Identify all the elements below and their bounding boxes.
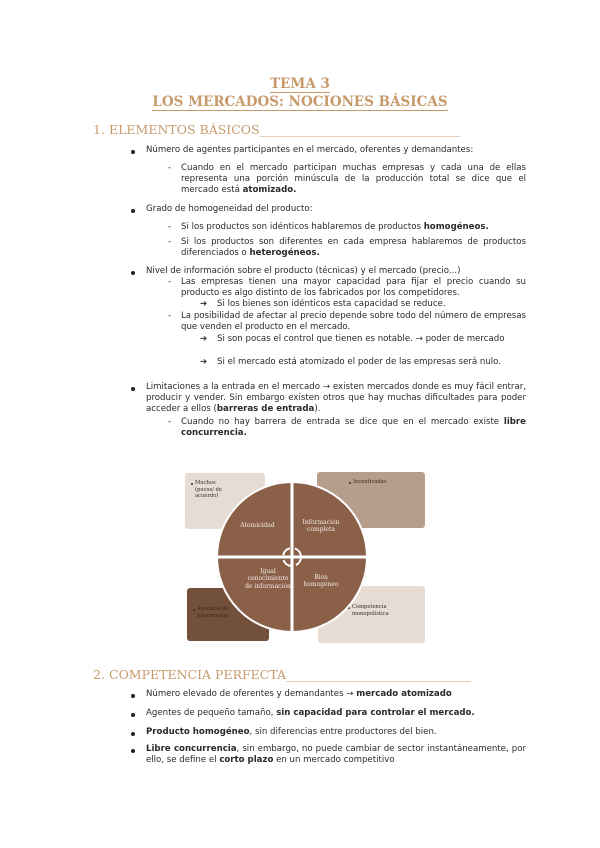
bullet-dot <box>131 694 135 698</box>
section-rule: ______________________________________ <box>259 122 460 137</box>
section-heading-1 <box>93 122 459 137</box>
list-item: Cuando no hay barrera de entrada se dice que en el mercado existe libre concurrencia. <box>181 417 526 439</box>
bullet-dot <box>131 209 135 213</box>
quadrant-label-atomicidad: Atomicidad <box>240 522 275 529</box>
box-label: Incentivadas <box>353 479 387 485</box>
list-item: Si los productos son idénticos hablaremos de productos homogéneos. <box>181 222 489 232</box>
arrow-marker: ➔ <box>200 334 208 344</box>
dash-marker: - <box>168 417 172 427</box>
quadrant-label-conocimiento: Igual conocimiento de información <box>245 568 291 590</box>
dash-marker: - <box>168 311 172 321</box>
list-item: Si los productos son diferentes en cada empresa hablaremos de productos diferenciados o heterogéneos. <box>181 237 526 259</box>
list-item: La posibilidad de afectar al precio depende sobre todo del número de empresas que venden el producto en el mercado. <box>181 311 526 333</box>
quadrant-label-informacion: Información completa <box>302 519 340 534</box>
list-item: Producto homogéneo, sin diferencias entre productores del bien. <box>146 727 437 737</box>
bullet-dot <box>131 150 135 154</box>
box-label: Competencia monopolística <box>352 604 389 617</box>
arrow-marker: ➔ <box>200 357 208 367</box>
list-item: Número elevado de oferentes y demandantes → mercado atomizado <box>146 689 452 699</box>
section-rule: ___________________________________ <box>286 667 470 682</box>
dash-marker: - <box>168 277 172 287</box>
bullet-dot <box>131 387 135 391</box>
dash-marker: - <box>168 163 172 173</box>
bullet-dot <box>131 732 135 736</box>
dash-marker: - <box>168 237 172 247</box>
quadrant-label-bien: Bien homogéneo <box>303 574 339 589</box>
section-heading-2 <box>93 667 470 682</box>
box-label: Muchos (pocos/ de acuerdo) <box>195 480 222 499</box>
section-title: COMPETENCIA PERFECTA <box>109 667 287 682</box>
list-item: Las empresas tienen una mayor capacidad para fijar el precio cuando su producto es algo distinto de los fabricados por los competidores. <box>181 277 526 299</box>
list-item: Nivel de información sobre el producto (técnicas) y el mercado (precio...) <box>146 266 461 276</box>
list-item: Limitaciones a la entrada en el mercado → existen mercados donde es muy fácil entrar, producir y vender. Sin embargo existen otros que hay muchas dificultades para poder acceder a ellos (barreras de entrada). <box>146 382 526 415</box>
page-title: LOS MERCADOS: NOCIONES BÁSICAS <box>152 94 448 110</box>
bullet-dot <box>131 271 135 275</box>
market-structure-diagram <box>185 470 425 646</box>
box-label: Ausencia de información <box>197 606 229 619</box>
pie-diagram <box>185 470 425 646</box>
list-item: Número de agentes participantes en el mercado, oferentes y demandantes: <box>146 145 474 155</box>
list-item: Agentes de pequeño tamaño, sin capacidad para controlar el mercado. <box>146 708 475 718</box>
section-title: ELEMENTOS BÁSICOS <box>109 122 260 137</box>
list-item: Cuando en el mercado participan muchas empresas y cada una de ellas representa una porción minúscula de la producción total se dice que el mercado está atomizado. <box>181 163 526 196</box>
bullet-dot <box>131 749 135 753</box>
list-item: Grado de homogeneidad del producto: <box>146 204 313 214</box>
list-item: Libre concurrencia, sin embargo, no puede cambiar de sector instantáneamente, por ello, se define el corto plazo en un mercado competitivo <box>146 744 526 766</box>
dash-marker: - <box>168 222 172 232</box>
section-number: 1. <box>93 122 105 137</box>
topic-number: TEMA 3 <box>270 76 330 92</box>
section-number: 2. <box>93 667 105 682</box>
arrow-marker: ➔ <box>200 299 208 309</box>
list-item: Si son pocas el control que tienen es notable. → poder de mercado <box>217 334 505 344</box>
list-item: Si los bienes son idénticos esta capacidad se reduce. <box>217 299 446 309</box>
list-item: Si el mercado está atomizado el poder de las empresas será nulo. <box>217 357 502 367</box>
bullet-dot <box>131 713 135 717</box>
